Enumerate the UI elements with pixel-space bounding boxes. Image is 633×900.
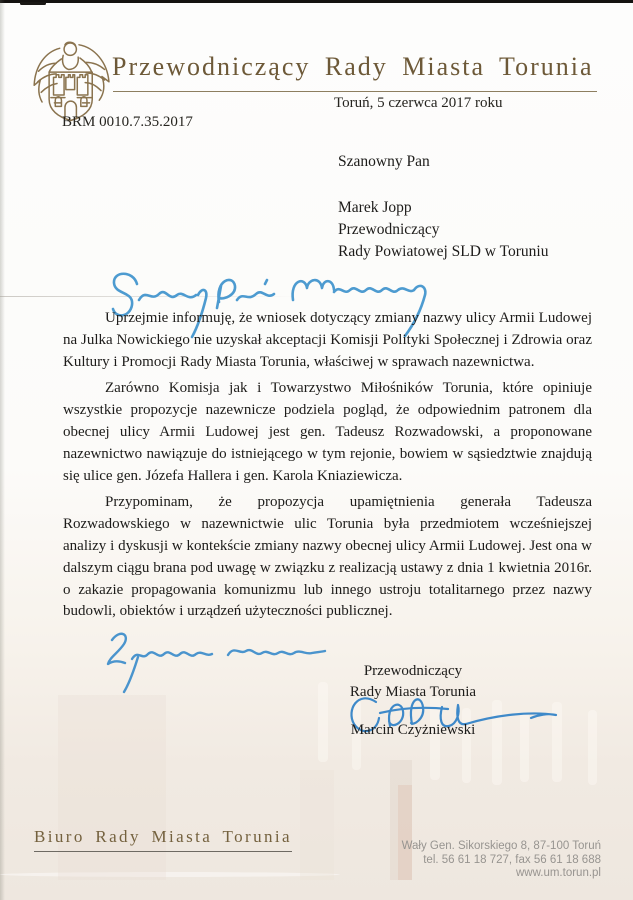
spacer: [338, 173, 548, 197]
letter-body: [63, 308, 592, 628]
recipient-block: [338, 151, 548, 263]
footer-contact-block: [402, 840, 601, 881]
letterhead-title: Przewodniczący Rady Miasta Torunia: [112, 52, 594, 81]
paragraph-2: Zarówno Komisja jak i Towarzystwo Miłośników Torunia, które opiniuje wszystkie propozycje nazewnicze podziela pogląd, że odpowiednim patronem dla obecnej ulicy Armii Ludowej jest gen. Tadeusz Rozwadowski, a proponowane nazewnictwo nawiązuje do istniejącego w tym rejonie, bowiem w sąsiedztwie znajdują się ulice gen. Józefa Hallera i gen. Karola Kniaziewicza.: [63, 380, 592, 484]
scan-artifact-blob: [20, 2, 46, 5]
signoff-block: [332, 661, 494, 703]
paragraph-1: Uprzejmie informuję, że wniosek dotyczący zmiany nazwy ulicy Armii Ludowej na Julka Nowickiego nie uzyskał akceptacji Komisji Polityki Społecznej i Zdrowia oraz Kultury i Promocji Rady Miasta Torunia, właściwej w sprawach nazewnictwa.: [63, 310, 592, 370]
scan-artifact-top-edge: [0, 0, 633, 3]
letterhead-rule: [113, 91, 597, 92]
reference-number: BRM 0010.7.35.2017: [62, 114, 193, 130]
signoff-title-line1: Przewodniczący: [363, 663, 463, 679]
signoff-title-line2: Rady Miasta Torunia: [349, 684, 477, 700]
letter-date: Toruń, 5 czerwca 2017 roku: [334, 95, 503, 111]
footer-street-address: Wały Gen. Sikorskiego 8, 87-100 Toruń: [401, 840, 601, 852]
recipient-salutation: Szanowny Pan: [338, 153, 430, 170]
torun-coat-of-arms-icon: [28, 34, 116, 126]
paragraph-3: Przypominam, że propozycja upamiętnienia generała Tadeusza Rozwadowskiego w nazewnictwie ulic Torunia była przedmiotem wcześniejszej analizy i dyskusji w kontekście zmiany nazwy obecnej ulicy Armii Ludowej. Jest ona w dalszym ciągu brana pod uwagę w związku z realizacją ustawy z dnia 1 kwietnia 2016r. o zakazie propagowania komunizmu lub innego ustroju totalitarnego przez nazwy budowli, obiektów i urządzeń użyteczności publicznej.: [63, 494, 592, 620]
signatory-name: Marcin Czyżniewski: [350, 722, 476, 738]
recipient-name: Marek Jopp: [338, 199, 412, 216]
recipient-title: Przewodniczący: [338, 221, 440, 238]
footer-office-name: Biuro Rady Miasta Torunia: [34, 827, 292, 852]
recipient-organization: Rady Powiatowej SLD w Toruniu: [338, 243, 549, 260]
footer-phone-fax: tel. 56 61 18 727, fax 56 61 18 688: [423, 853, 601, 866]
footer-website: www.um.torun.pl: [515, 867, 601, 879]
paper-fold-crease: [0, 296, 300, 297]
